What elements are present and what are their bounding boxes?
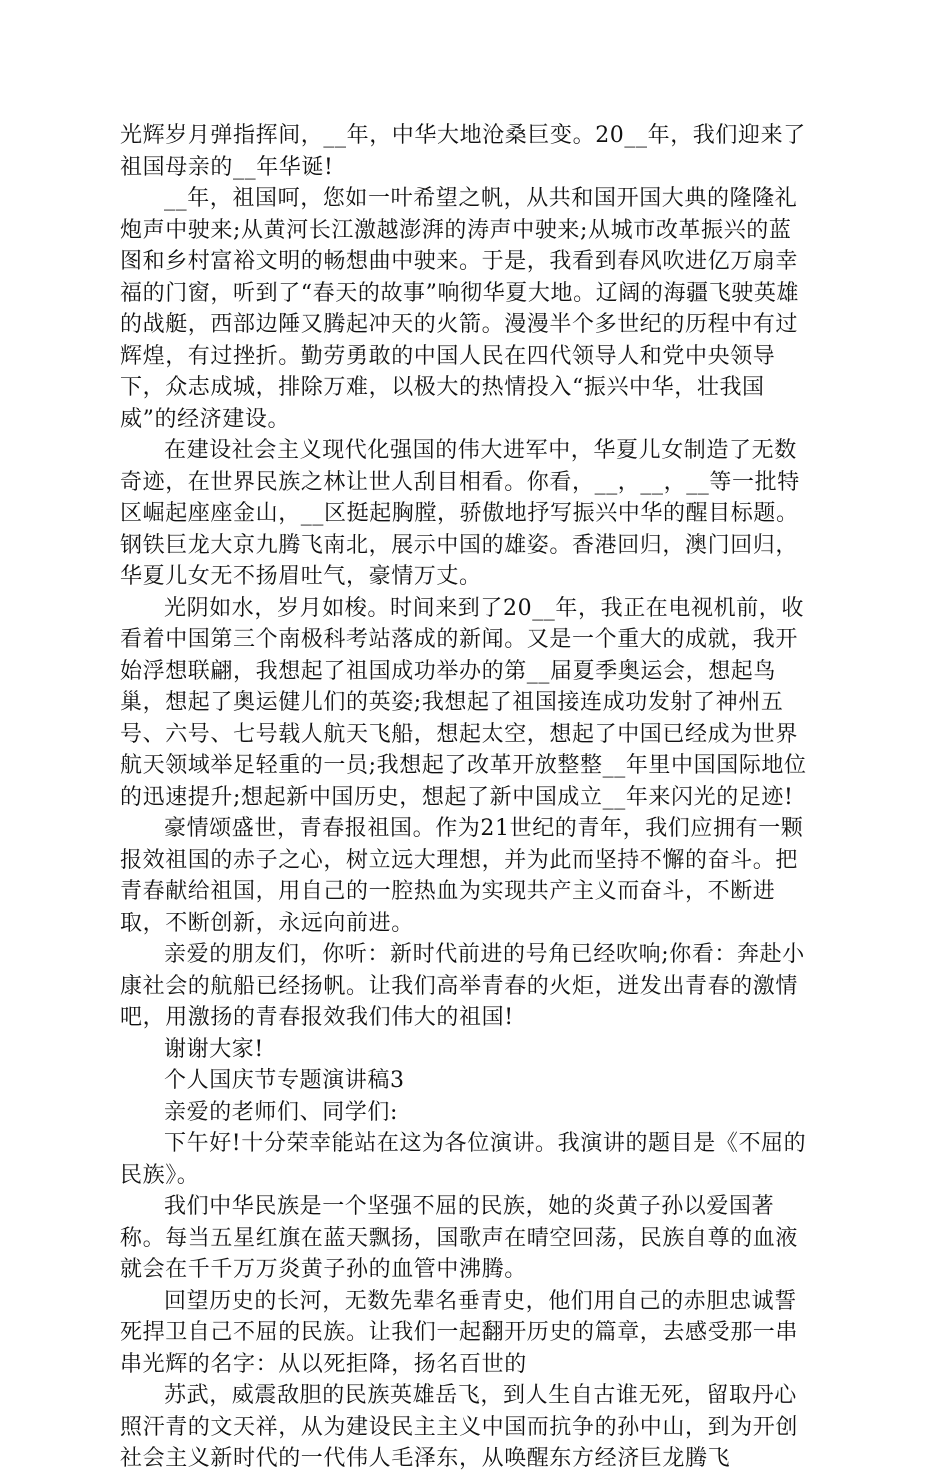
closing-line: 谢谢大家!	[164, 1036, 264, 1062]
paragraph: 下午好!十分荣幸能站在这为各位演讲。我演讲的题目是《不屈的民族》。	[120, 1131, 807, 1188]
paragraph: 在建设社会主义现代化强国的伟大进军中，华夏儿女制造了无数奇迹，在世界民族之林让世人刮目相看。你看，__，__，__等一批特区崛起座座金山，__区挺起胸膛，骄傲地抒写振兴中华的醒目标题。钢铁巨龙大京九腾飞南北，展示中国的雄姿。香港回归，澳门回归，华夏儿女无不扬眉吐气，豪情万丈。	[120, 438, 800, 589]
paragraph: 苏武，威震敌胆的民族英雄岳飞，到人生自古谁无死，留取丹心照汗青的文天祥，从为建设民主主义中国而抗争的孙中山，到为开创社会主义新时代的一代伟人毛泽东，从唤醒东方经济巨龙腾飞	[120, 1383, 799, 1471]
paragraph: 回望历史的长河，无数先辈名垂青史，他们用自己的赤胆忠诚誓死捍卫自己不屈的民族。让我们一起翻开历史的篇章，去感受那一串串光辉的名字：从以死拒降，扬名百世的	[120, 1288, 799, 1377]
paragraph: 我们中华民族是一个坚强不屈的民族，她的炎黄子孙以爱国著称。每当五星红旗在蓝天飘扬，国歌声在晴空回荡，民族自尊的血液就会在千千万万炎黄子孙的血管中沸腾。	[120, 1194, 799, 1282]
paragraph: 亲爱的朋友们，你听：新时代前进的号角已经吹响;你看：奔赴小康社会的航船已经扬帆。让我们高举青春的火炬，迸发出青春的激情吧，用激扬的青春报效我们伟大的祖国!	[120, 942, 805, 1030]
paragraph: __年，祖国呵，您如一叶希望之帆，从共和国开国大典的隆隆礼炮声中驶来;从黄河长江激越澎湃的涛声中驶来;从城市改革振兴的蓝图和乡村富裕文明的畅想曲中驶来。于是，我看到春风吹进亿万扇幸福的门窗，听到了“春天的故事”响彻华夏大地。辽阔的海疆飞驶英雄的战艇，西部边陲又腾起冲天的火箭。漫漫半个多世纪的历程中有过辉煌，有过挫折。勤劳勇敢的中国人民在四代领导人和党中央领导下，众志成城，排除万难，以极大的热情投入“振兴中华，壮我国威”的经济建设。	[120, 186, 800, 432]
paragraph: 豪情颂盛世，青春报祖国。作为21世纪的青年，我们应拥有一颗报效祖国的赤子之心，树立远大理想，并为此而坚持不懈的奋斗。把青春献给祖国，用自己的一腔热血为实现共产主义而奋斗，不断进取，不断创新，永远向前进。	[120, 816, 804, 936]
paragraph: 光辉岁月弹指挥间，__年，中华大地沧桑巨变。20__年，我们迎来了祖国母亲的__年华诞!	[120, 123, 806, 180]
salutation: 亲爱的老师们、同学们:	[164, 1099, 399, 1125]
document-body	[120, 120, 810, 1475]
paragraph: 光阴如水，岁月如梭。时间来到了20__年，我正在电视机前，收看着中国第三个南极科考站落成的新闻。又是一个重大的成就，我开始浮想联翩，我想起了祖国成功举办的第__届夏季奥运会，想起鸟巢，想起了奥运健儿们的英姿;我想起了祖国接连成功发射了神州五号、六号、七号载人航天飞船，想起太空，想起了中国已经成为世界航天领域举足轻重的一员;我想起了改革开放整整__年里中国国际地位的迅速提升;想起新中国历史，想起了新中国成立__年来闪光的足迹!	[120, 595, 807, 810]
section-heading: 个人国庆节专题演讲稿3	[164, 1068, 405, 1093]
